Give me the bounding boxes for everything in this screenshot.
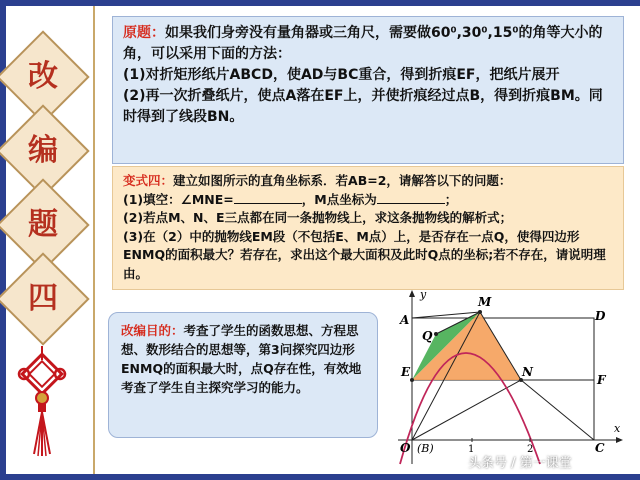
purpose-label: 改编目的： — [121, 323, 184, 338]
watermark: 头条号 / 第一课堂 — [468, 456, 572, 471]
label-e: E — [401, 365, 411, 379]
label-x: x — [614, 422, 621, 435]
point-q — [434, 332, 438, 336]
original-problem-label: 原题： — [123, 25, 165, 41]
original-problem-p3: (2)再一次折叠纸片，使点A落在EF上，并使折痕经过点B，得到折痕BM。同时得到了线段BN。 — [123, 88, 603, 125]
label-y: y — [420, 288, 427, 301]
sidebar-char-1: 改 — [28, 59, 58, 94]
label-o: O — [400, 441, 411, 455]
x-axis-arrow — [616, 437, 623, 443]
sidebar-char-2: 编 — [28, 133, 58, 168]
frame-top — [0, 0, 640, 6]
label-m: M — [478, 295, 492, 309]
geometry-diagram — [390, 288, 624, 472]
label-n: N — [522, 365, 533, 379]
original-problem-box — [112, 16, 624, 164]
variant-box — [112, 166, 624, 290]
variant-intro: 建立如图所示的直角坐标系．若AB=2，请解答以下的问题： — [173, 173, 512, 188]
sidebar-char-3: 题 — [28, 207, 58, 242]
frame-bottom — [0, 474, 640, 480]
segment-nc — [521, 380, 594, 440]
label-f: F — [597, 373, 606, 387]
label-d: D — [595, 309, 606, 323]
variant-q1-c: ； — [444, 191, 458, 207]
sidebar-char-4: 四 — [28, 281, 58, 316]
variant-q3: (3)在（2）中的抛物线EM段（不包括E、M点）上，是否存在一点Q，使得四边形ENMQ的面积最大？若存在，求出这个最大面积及此时Q点的坐标;若不存在，请说明理由。 — [123, 228, 606, 281]
original-problem-p2: (1)对折矩形纸片ABCD，使AD与BC重合，得到折痕EF，把纸片展开 — [123, 67, 560, 83]
purpose-text: 考查了学生的函数思想、方程思想、数形结合的思想等，第3问探究四边形ENMQ的面积最大时，点Q存在性，有效地考查了学生自主探究学习的能力。 — [121, 323, 362, 395]
coordinate-blank — [377, 191, 445, 204]
purpose-box — [108, 312, 378, 438]
label-tick-1: 1 — [468, 444, 475, 455]
label-b: (B) — [417, 442, 434, 455]
sidebar-divider — [93, 6, 95, 474]
variant-q1-a: (1)填空：∠MNE= — [123, 191, 234, 207]
label-q: Q — [422, 329, 433, 343]
label-tick-2: 2 — [527, 444, 534, 455]
original-problem-p1: 如果我们身旁没有量角器或三角尺，需要做60⁰,30⁰,15⁰的角等大小的角，可以采用下面的方法： — [123, 25, 603, 62]
chinese-knot-icon — [14, 346, 70, 458]
variant-q2: (2)若点M、N、E三点都在同一条抛物线上，求这条抛物线的解析式； — [123, 210, 513, 226]
label-a: A — [400, 313, 410, 327]
variant-q1-b: ，M点坐标为 — [301, 191, 377, 207]
label-c: C — [595, 441, 605, 455]
angle-blank — [234, 191, 302, 204]
y-axis-arrow — [409, 290, 415, 297]
point-e — [410, 378, 414, 382]
point-m — [478, 310, 482, 314]
variant-label: 变式四： — [123, 173, 174, 188]
